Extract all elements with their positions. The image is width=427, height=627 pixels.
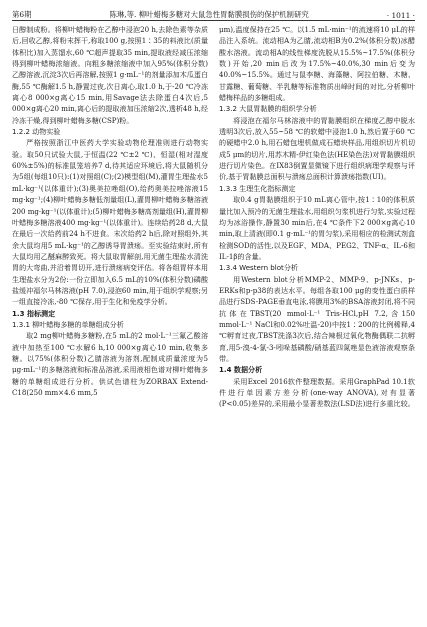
left-column <box>12 24 208 621</box>
paragraph: 日醇制成粉。将柳叶蜡梅粉在乙醇中浸泡20 h,去除色素等杂质后,回收乙醇,将粉末挥干,称取100 g,按照1∶35的料液比(质量体积比)加入蒸馏水,60 ℃超声提取35 min,提取液经减压浓缩得到柳叶蜡梅浓缩液。向粗多糖浓缩液中加入95%(体积分数)乙醇溶液,沉淀3次后再溶解,按照1 g·mL⁻¹的剂量添加木瓜蛋白酶,55 ℃酶解1.5 h,静置过夜,次日离心,取1.0 h,于-20 ℃冷冻离心8 000×g离心15 min,用Savage法去除蛋白4次后,5 000×g离心20 min,离心后的提取液加压浓缩2次,透析48 h,经冷冻干燥,得到柳叶蜡梅多糖(CSP)粉。 <box>12 25 208 125</box>
right-column <box>219 24 415 621</box>
paragraph: 取2 mg柳叶蜡梅多糖粉,在5 mL的2 mol·L⁻¹三氟乙酸溶液中加热至100 ℃水解6 h,10 000×g离心10 min,收集多糖。以75%(体积分数)乙腈溶液为溶剂,配制成质量浓度为5 μg·mL⁻¹的多糖溶液和标准品溶液,采用液相色谱对柳叶蜡梅多糖的单糖组成进行分析。供试色谱柱为ZORBAX Extend-C18(250 mm×4.6 mm,5 <box>12 331 208 397</box>
header-title: 陈琳,等. 柳叶蜡梅多糖对大鼠急性胃黏膜损伤的保护机制研究 <box>109 10 309 19</box>
paragraph: 采用Excel 2016软件整理数据。采用GraphPad 10.1软件进行单因素方差分析(one-way ANOVA),对有显著(P<0.05)差异的,采用最小显著差数法(LSD法)进行多重比较。 <box>219 376 415 409</box>
section-heading: 1.3 指标测定 <box>12 308 56 318</box>
paragraph: μm),温度保持在25 ℃。以1.5 mL·min⁻¹的流速将10 μL的样品注入系统。流动相A为乙腈,流动相B为0.2%(体积分数)冰醋酸水溶液。流动相A的线性梯度洗脱从15.5%~17.5%(体积分数)开始,20 min后改为17.5%~40.0%,30 min后变为40.0%~15.5%。通过与鼠李糖、海藻糖、阿拉伯糖、木糖、甘露糖、葡萄糖、半乳糖等标准物质出峰时间的对比,分析柳叶蜡梅样品的多糖组成。 <box>219 25 415 103</box>
header-issue: 第6期 <box>12 10 32 19</box>
paragraph: 用Western blot分析MMP-2、MMP-9、p-JNKs、p-ERKs和p-p38的表达水平。每组各取100 μg的变性蛋白质样品进行SDS-PAGE垂直电泳,将膜用3%的BSA溶液封闭,将不同抗体在TBST(20 mmol·L⁻¹ Tris-HCl,pH 7.2,含150 mmol·L⁻¹ NaCl和0.02%吐温-20)中按1∶200的比例稀释,4 ℃孵育过夜,TBST洗涤3次后,结合辣根过氧化物酶偶联二抗孵育,用5-溴-4-氯-3-吲哚基磷酸/硝基蓝四氮唑显色液溶液观察条带。 <box>219 274 415 363</box>
section-heading: 1.3.3 生理生化指标测定 <box>219 183 296 193</box>
paragraph: 将浸泡在福尔马林溶液中的胃黏膜组织在梯度乙醇中脱水透明3次后,放入55~58 ℃的软蜡中浸泡1.0 h,然后置于60 ℃的硬蜡中2.0 h,用石蜡包埋机做成石蜡块样品,用组织切片机切成5 μm的切片,用苏木精-伊红染色法(HE染色法)对胃黏膜组织进行切片染色。在IX83倒置显微镜下进行组织病理学观察与评价,基于胃黏膜总面积与溃疡总面积计算溃疡指数(UI)。 <box>219 115 415 182</box>
section-heading: 1.3.2 大鼠胃黏膜的组织学分析 <box>219 104 317 114</box>
page-number: · 1011 · <box>386 11 415 20</box>
paragraph: 严格按照浙江中医药大学实验动物伦理准则进行动物实验。取50只试验大鼠,于恒温(22 ℃±2 ℃)、恒湿(相对湿度60%±5%)的标准鼠笼培养7 d,待其适应环境后,将大鼠随机分为5组(每组10只):(1)对照组(C);(2)模型组(M),灌胃生理盐水5 mL·kg⁻¹(以体重计);(3)奥美拉唑组(O),给药奥美拉唑溶液15 mg·kg⁻¹;(4)柳叶蜡梅多糖低剂量组(L),灌胃柳叶蜡梅多糖溶液200 mg·kg⁻¹(以体重计);(5)柳叶蜡梅多糖高剂量组(H),灌胃柳叶蜡梅多糖溶液400 mg·kg⁻¹(以体重计)。连续给药28 d,大鼠在最后一次给药前24 h不进食。末次给药2 h后,除对照组外,其余大鼠均用5 mL·kg⁻¹的乙醇诱导胃溃疡。至实验结束时,所有大鼠均用乙醚麻醉致死。将大鼠取胃解剖,用无菌生理盐水清洗胃的大弯曲,并沿着胃切开,进行溃疡病变评估。将各组胃样本用生理盐水分为2份:一份立即加入6.5 mL的10%(体积分数)磷酸盐缓冲福尔马林溶液(pH 7.0),浸泡60 min,用于组织学观察;另一组直接冷冻,-80 ℃保存,用于生化和免疫学分析。 <box>12 138 208 307</box>
paragraph: 取0.4 g胃黏膜组织于10 mL离心管中,按1∶10的体积质量比加入预冷的无菌生理盐水,用组织匀浆机进行匀浆,实验过程均为冰浴操作,静置30 min后,在4 ℃条件下2 000×g离心10 min,取上清液(即0.1 g·mL⁻¹的胃匀浆),采用相应的检测试剂盒检测SOD的活性,以及EGF、MDA、PEG2、TNF-α、IL-6和IL-1β的含量。 <box>219 195 415 261</box>
body-columns <box>12 24 415 621</box>
running-header <box>12 6 415 21</box>
section-heading: 1.2.2 动物实验 <box>12 127 61 137</box>
section-heading: 1.4 数据分析 <box>219 365 263 375</box>
section-heading: 1.3.4 Western blot分析 <box>219 263 298 273</box>
section-heading: 1.3.1 柳叶蜡梅多糖的单糖组成分析 <box>12 319 124 329</box>
